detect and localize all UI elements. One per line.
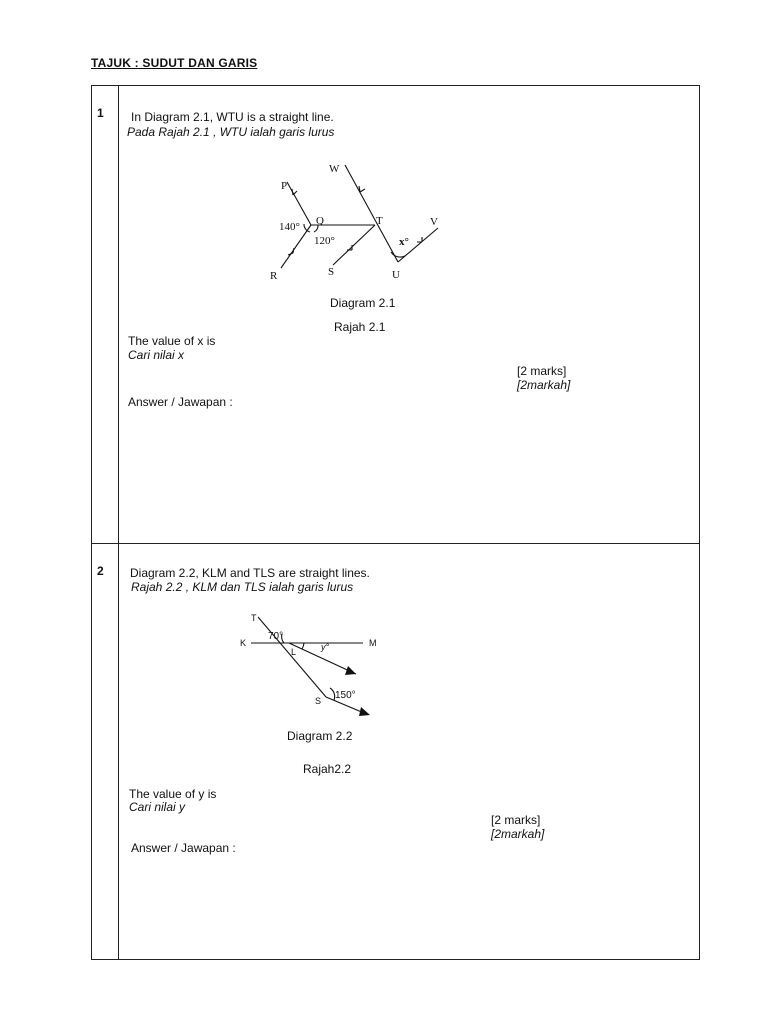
label-P: P — [281, 180, 288, 192]
q1-prompt-en: The value of x is — [128, 334, 216, 348]
label-Q: Q — [316, 215, 324, 227]
q2-caption-en: Diagram 2.2 — [287, 729, 353, 743]
question-1-number: 1 — [97, 106, 104, 120]
angle-120: 120° — [314, 235, 335, 247]
label-S: S — [328, 266, 335, 278]
angle-x: x° — [399, 236, 409, 248]
angle-150: 150° — [335, 690, 356, 701]
label-S2: S — [315, 696, 322, 706]
q1-caption-ms: Rajah 2.1 — [334, 320, 386, 334]
q1-answer-label: Answer / Jawapan : — [128, 395, 233, 409]
q2-caption-ms: Rajah2.2 — [303, 762, 352, 776]
q2-prompt-en: The value of y is — [129, 787, 217, 801]
q2-marks-en: [2 marks] — [491, 813, 541, 827]
question-2-number: 2 — [97, 564, 104, 578]
label-K: K — [240, 638, 247, 648]
label-T: T — [376, 215, 383, 227]
label-L: L — [291, 647, 297, 657]
angle-140: 140° — [279, 221, 300, 233]
label-R: R — [270, 270, 278, 282]
q1-statement-ms: Pada Rajah 2.1 , WTU ialah garis lurus — [127, 125, 335, 139]
label-T2: T — [251, 613, 257, 623]
angle-70: 70° — [268, 631, 284, 642]
q1-marks-en: [2 marks] — [517, 364, 567, 378]
label-W: W — [329, 163, 340, 175]
q2-prompt-ms: Cari nilai y — [129, 800, 186, 814]
label-V: V — [430, 216, 438, 228]
q1-caption-en: Diagram 2.1 — [330, 296, 396, 310]
angle-y: y° — [321, 642, 330, 652]
q2-statement-en: Diagram 2.2, KLM and TLS are straight lines. — [130, 566, 370, 580]
q1-statement-en: In Diagram 2.1, WTU is a straight line. — [131, 110, 334, 124]
q1-marks-ms: [2markah] — [517, 378, 571, 392]
worksheet-title: TAJUK : SUDUT DAN GARIS — [91, 56, 258, 70]
q2-marks-ms: [2markah] — [491, 827, 545, 841]
label-U: U — [392, 269, 400, 281]
q2-statement-ms: Rajah 2.2 , KLM dan TLS ialah garis lurus — [131, 580, 354, 594]
q1-prompt-ms: Cari nilai x — [128, 348, 185, 362]
label-M: M — [369, 638, 377, 648]
q2-answer-label: Answer / Jawapan : — [131, 841, 236, 855]
